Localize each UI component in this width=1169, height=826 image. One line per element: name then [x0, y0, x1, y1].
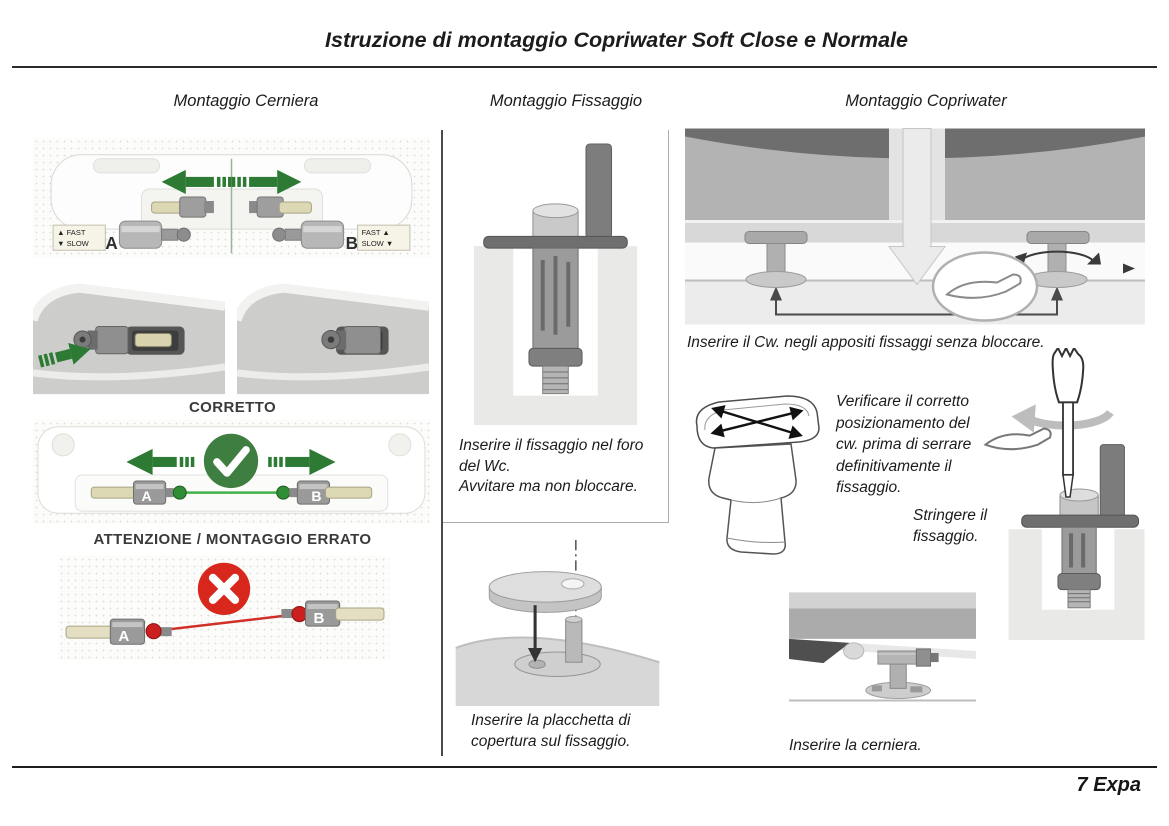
hinge-inserted-svg	[237, 266, 429, 396]
tighten-fixing-image	[983, 348, 1145, 640]
label-a: A	[118, 628, 130, 646]
cover-disc	[489, 572, 601, 613]
caption-line: definitivamente il	[836, 457, 952, 475]
column-header-copriwater: Montaggio Copriwater	[845, 92, 1007, 110]
seat-mounting-svg	[685, 128, 1145, 325]
caption-line: fissaggio.	[836, 479, 902, 496]
fast-label-left: ▲ FAST	[57, 228, 86, 238]
caption-line: posizionamento del	[836, 414, 970, 432]
slow-label-right: SLOW ▼	[361, 239, 394, 249]
label-a: A	[105, 234, 118, 254]
cover-plate-image	[455, 538, 660, 706]
page-title: Istruzione di montaggio Copriwater Soft Close e Normale	[325, 28, 908, 52]
cross-icon	[198, 563, 250, 615]
seat-underside-dampers-image	[33, 138, 430, 258]
fissaggio-caption-2	[471, 711, 671, 752]
hinge-a	[66, 619, 172, 645]
fast-label-right: FAST ▲	[361, 228, 390, 238]
insert-hinge-image	[789, 592, 976, 716]
fissaggio-caption-1	[459, 436, 664, 498]
toilet-position-svg	[678, 386, 832, 564]
corretto-svg	[33, 420, 430, 524]
caption-line: cw. prima di serrare	[836, 436, 972, 453]
copriwater-caption-1: Inserire il Cw. negli appositi fissaggi senza bloccare.	[687, 334, 1045, 351]
column-header-cerniera: Montaggio Cerniera	[173, 92, 319, 110]
label-b: B	[313, 610, 325, 628]
check-icon	[204, 434, 258, 488]
slow-label-left: ▼ SLOW	[57, 239, 89, 249]
caption-line: copertura sul fissaggio.	[471, 732, 631, 750]
insert-hinge-svg	[789, 592, 976, 716]
copriwater-caption-3	[913, 506, 1008, 547]
caption-line: Avvitare ma non bloccare.	[459, 478, 638, 495]
footer-divider	[12, 766, 1157, 768]
caption-line: fissaggio.	[913, 527, 979, 545]
caption-line: Inserire il fissaggio nel foro	[459, 437, 644, 454]
page-footer: 7 Expa	[1076, 774, 1141, 796]
errato-image	[58, 556, 390, 660]
fixing-anchor-image	[458, 140, 653, 430]
label-b: B	[345, 234, 358, 254]
column-header-fissaggio: Montaggio Fissaggio	[489, 92, 643, 110]
caption-line: del Wc.	[459, 457, 511, 475]
hinge-pin	[878, 649, 939, 666]
title-divider	[12, 66, 1157, 68]
seat-underside-dampers-svg	[33, 138, 430, 258]
hinge-inserted-image	[237, 266, 429, 396]
copriwater-caption-2	[836, 391, 996, 499]
cover-plate-svg	[455, 538, 660, 706]
wrench-icon	[985, 429, 1050, 450]
caption-line: Inserire la placchetta di	[471, 712, 631, 729]
label-a: A	[141, 488, 152, 505]
fixing-anchor-svg	[458, 140, 653, 430]
tighten-fixing-svg	[983, 348, 1145, 640]
seat-mounting-image	[685, 128, 1145, 325]
corretto-label: CORRETTO	[188, 399, 277, 416]
hinge-insert-arrow-image	[33, 266, 225, 396]
caption-line: Verificare il corretto	[836, 393, 969, 410]
rotation-arrow-icon	[1012, 404, 1111, 432]
copriwater-caption-4: Inserire la cerniera.	[789, 737, 922, 754]
errato-label: ATTENZIONE / MONTAGGIO ERRATO	[93, 531, 372, 548]
hinge-b	[281, 601, 384, 627]
errato-svg	[58, 556, 390, 660]
corretto-image	[33, 420, 430, 524]
label-b: B	[311, 488, 322, 505]
caption-line: Stringere il	[913, 507, 988, 524]
toilet-position-image	[678, 386, 832, 564]
hinge-insert-arrow-svg	[33, 266, 225, 396]
